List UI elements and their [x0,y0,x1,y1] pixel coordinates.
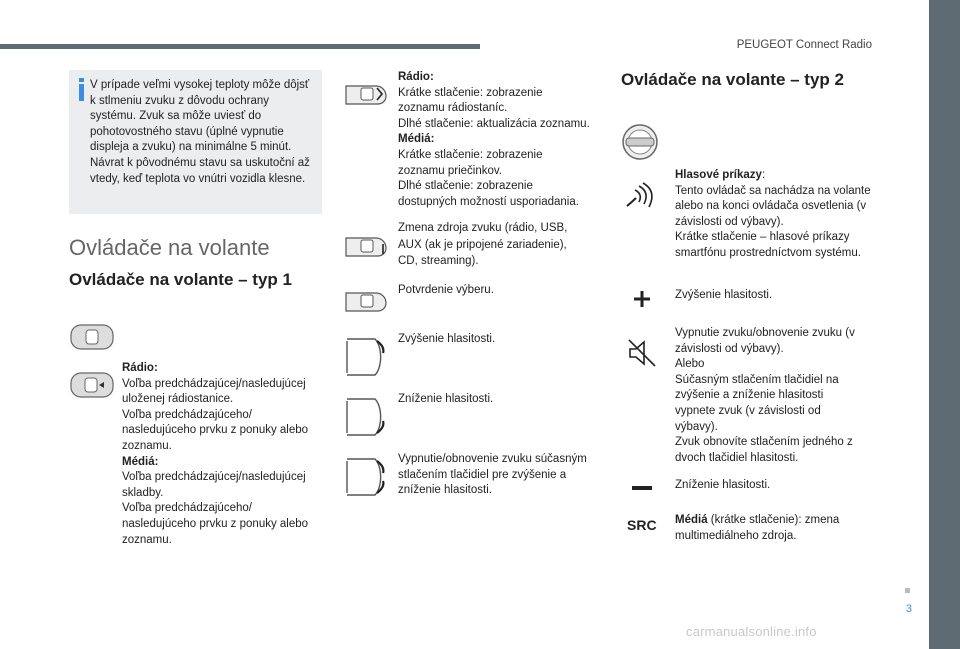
media-label-2: Médiá: [398,133,435,146]
media-label: Médiá: [122,455,159,468]
media-long-press: Dlhé stlačenie: zobrazenie dostupných možností usporiadania. [398,180,579,208]
info-note-text: V prípade veľmi vysokej teploty môže dôjsť k stlmeniu zvuku z dôvodu ochrany systému. Zvuk sa môže uviesť do pohotovostného stavu (úplné vypnutie displeja a zvuku) na minimálne 5 minút. Návrat k pôvodnému stavu sa uskutoční až vtedy, keď teplota vo vnútri vozidla klesne. [90,79,310,185]
voice-command-icon [623,182,655,210]
manual-title: PEUGEOT Connect Radio [736,39,872,51]
page-edge-tab [929,0,960,649]
confirm-description: Potvrdenie výberu. [398,284,494,296]
src-description [675,513,865,544]
source-description: Zmena zdroja zvuku (rádio, USB, AUX (ak je pripojené zariadenie), CD, streaming). [398,222,568,267]
radio-label: Rádio: [122,362,158,374]
page-marker [905,588,910,593]
type1-title: Ovládače na volante – typ 1 [69,270,292,289]
source-control-icon [343,232,389,260]
mute-description: Vypnutie/obnovenie zvuku súčasným stlačením tlačidiel pre zvýšenie a zníženie hlasitosti. [398,453,587,497]
steering-wheel-icon [620,122,660,162]
radio-text-2: Voľba predchádzajúceho/ nasledujúceho prvku z ponuky alebo zoznamu. [122,408,309,452]
src-text: (krátke stlačenie): zmena multimediálneho zdroja. [675,514,840,542]
info-icon [79,84,84,101]
volume-down-description: Zníženie hlasitosti. [398,393,494,405]
minus-description: Zníženie hlasitosti. [675,479,771,491]
header-rule [0,44,480,49]
mute-speaker-icon [627,338,657,368]
watermark: carmanualsonline.info [686,624,817,639]
plus-description: Zvýšenie hlasitosti. [675,289,773,301]
mute-text-2: Súčasným stlačením tlačidiel na zvýšenie a zníženie hlasitosti vypnete zvuk (v závislosti od výbavy). [675,373,839,433]
radio-long-press: Dlhé stlačenie: aktualizácia zoznamu. [398,117,590,130]
type1-seek-description [122,361,322,548]
media-short-press: Krátke stlačenie: zobrazenie zoznamu priečinkov. [398,148,543,177]
voice-text: Tento ovládač sa nachádza na volante alebo na konci ovládača osvetlenia (v závislosti od výbavy). [675,184,871,228]
voice-label: Hlasové príkazy [675,169,762,181]
minus-icon [632,486,652,492]
mute-description-2 [675,326,865,466]
media-text: Voľba predchádzajúcej/nasledujúcej skladby. [122,471,306,499]
type2-title: Ovládače na volante – typ 2 [621,70,844,89]
page-number: 3 [905,603,912,615]
section-title: Ovládače na volante [69,235,270,260]
src-label: Médiá [675,514,708,526]
media-text-2: Voľba predchádzajúceho/ nasledujúceho prvku z ponuky alebo zoznamu. [122,502,309,546]
radio-label-2: Rádio: [398,71,434,83]
mute-or: Alebo [675,358,705,371]
volume-up-rocker-icon [343,335,389,379]
seek-control-icon [69,370,115,400]
list-control-description [398,70,592,210]
radio-text: Voľba predchádzajúcej/nasledujúcej uloženej rádiostanice. [122,377,306,406]
mute-text-3: Zvuk obnovíte stlačením jedného z dvoch tlačidiel hlasitosti. [675,436,853,464]
volume-down-rocker-icon [343,395,389,439]
voice-description: Hlasové príkazy: Tento ovládač sa nachádza na volante alebo na konci ovládača osvetlenia (v závislosti od výbavy). Krátke stlačenie – hlasové príkazy smartfónu prostredníctvom systému. [675,168,875,262]
steering-control-type1-icon [69,322,115,352]
voice-text-2: Krátke stlačenie – hlasové príkazy smartfónu prostredníctvom systému. [675,231,861,259]
list-control-icon [343,80,389,108]
volume-up-description: Zvýšenie hlasitosti. [398,333,496,345]
mute-rocker-icon [343,455,389,499]
confirm-control-icon [343,287,389,315]
mute-text: Vypnutie zvuku/obnovenie zvuku (v závislosti od výbavy). [675,327,855,355]
src-button-label: SRC [627,517,657,533]
plus-icon [633,290,651,308]
radio-short-press: Krátke stlačenie: zobrazenie zoznamu rádiostaníc. [398,86,543,115]
